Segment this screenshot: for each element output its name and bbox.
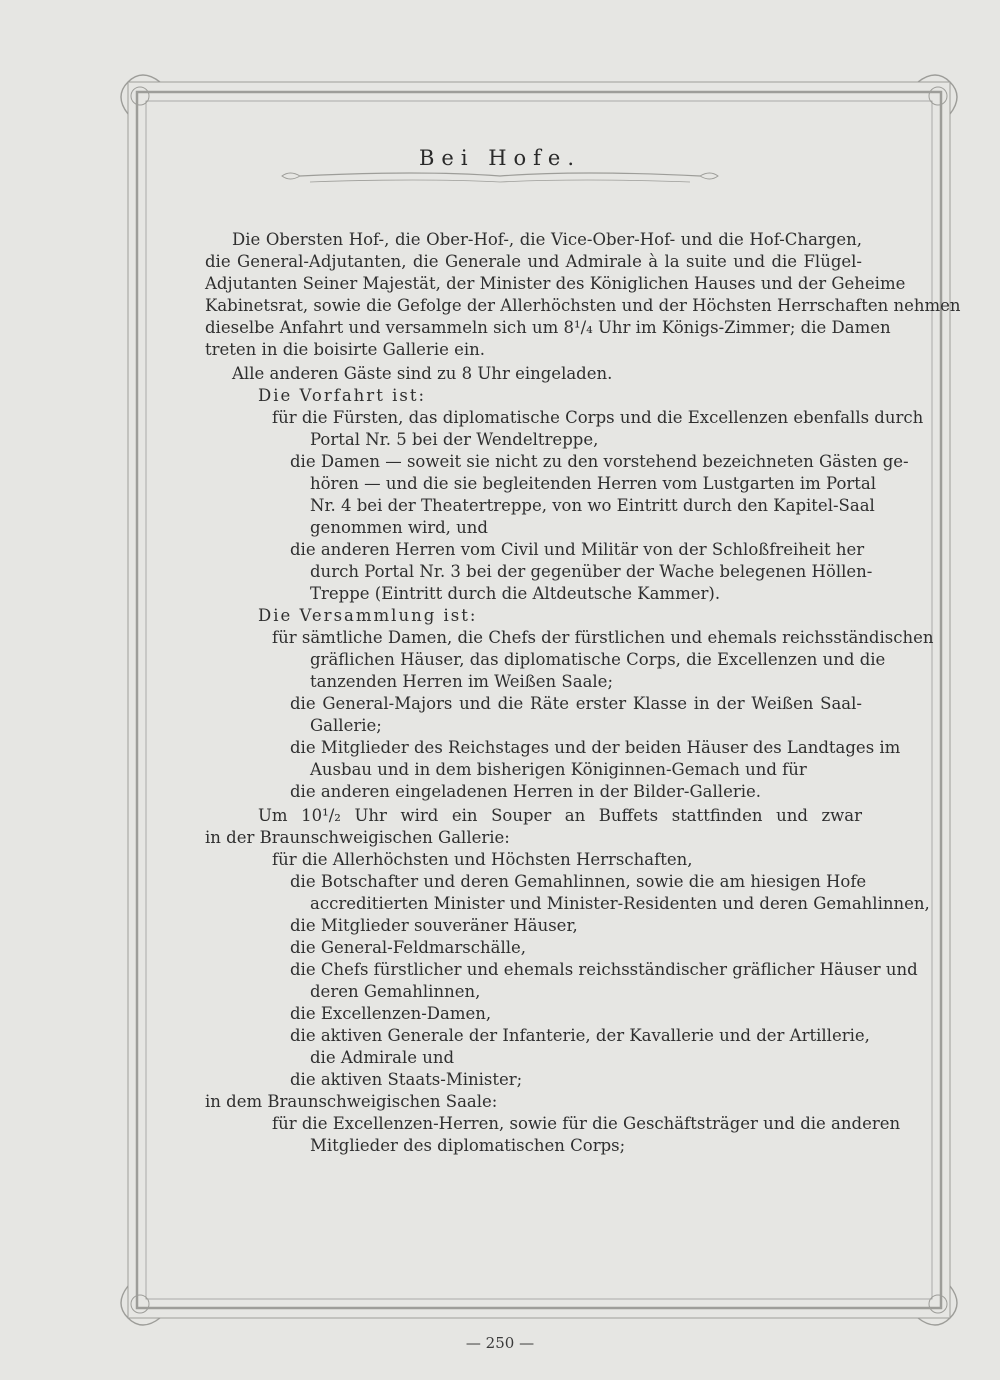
text-line: Mitglieder des diplomatischen Corps;	[310, 1136, 626, 1155]
text-line: für die Allerhöchsten und Höchsten Herrschaften,	[272, 850, 693, 869]
text-line: die Mitglieder des Reichstages und der beiden Häuser des Landtages im	[290, 738, 901, 757]
text-line: accreditierten Minister und Minister-Residenten und deren Gemahlinnen,	[310, 894, 930, 913]
text-line: die General-Majors und die Räte erster Klasse in der Weißen Saal-	[290, 694, 862, 713]
text-line: durch Portal Nr. 3 bei der gegenüber der Wache belegenen Höllen-	[310, 562, 873, 581]
text-line: Nr. 4 bei der Theatertreppe, von wo Eintritt durch den Kapitel-Saal	[310, 496, 875, 515]
text-line: die Mitglieder souveräner Häuser,	[290, 916, 578, 935]
text-line: Die Obersten Hof-, die Ober-Hof-, die Vice-Ober-Hof- und die Hof-Chargen,	[232, 230, 862, 249]
text-line: die anderen Herren vom Civil und Militär von der Schloßfreiheit her	[290, 540, 865, 559]
text-line: die Damen — soweit sie nicht zu den vorstehend bezeichneten Gästen ge-	[290, 452, 909, 471]
text-line: dieselbe Anfahrt und versammeln sich um 8¹/₄ Uhr im Königs-Zimmer; die Damen	[205, 318, 891, 337]
text-line: für sämtliche Damen, die Chefs der fürstlichen und ehemals reichsständischen	[272, 628, 934, 647]
text-line: Gallerie;	[310, 716, 382, 735]
text-line: Ausbau und in dem bisherigen Königinnen-Gemach und für	[310, 760, 807, 779]
section-heading: Die Versammlung ist:	[258, 606, 478, 625]
section-heading: Die Vorfahrt ist:	[258, 386, 427, 405]
text-line: für die Excellenzen-Herren, sowie für die Geschäftsträger und die anderen	[272, 1114, 901, 1133]
text-line: die General-Feldmarschälle,	[290, 938, 527, 957]
text-line: Treppe (Eintritt durch die Altdeutsche Kammer).	[310, 584, 721, 603]
text-line: die Admirale und	[310, 1048, 455, 1067]
text-line: hören — und die sie begleitenden Herren vom Lustgarten im Portal	[310, 474, 877, 493]
text-line: die Botschafter und deren Gemahlinnen, sowie die am hiesigen Hofe	[290, 872, 867, 891]
text-line: die aktiven Staats-Minister;	[290, 1070, 523, 1089]
text-line: genommen wird, und	[310, 518, 488, 537]
text-line: gräflichen Häuser, das diplomatische Corps, die Excellenzen und die	[310, 650, 886, 669]
text-line: die Excellenzen-Damen,	[290, 1004, 492, 1023]
page-number: — 250 —	[465, 1334, 535, 1352]
text-line: tanzenden Herren im Weißen Saale;	[310, 672, 614, 691]
text-line: Portal Nr. 5 bei der Wendeltreppe,	[310, 430, 599, 449]
page-title: Bei Hofe.	[418, 146, 582, 170]
text-line: Um 10¹/₂ Uhr wird ein Souper an Buffets stattfinden und zwar	[258, 806, 862, 825]
text-line: Kabinetsrat, sowie die Gefolge der Allerhöchsten und der Höchsten Herrschaften nehmen	[205, 296, 961, 315]
text-line: die aktiven Generale der Infanterie, der Kavallerie und der Artillerie,	[290, 1026, 870, 1045]
text-line: Adjutanten Seiner Majestät, der Minister des Königlichen Hauses und der Geheime	[205, 274, 906, 293]
text-line: in der Braunschweigischen Gallerie:	[205, 828, 510, 847]
text-line: die anderen eingeladenen Herren in der Bilder-Gallerie.	[290, 782, 762, 801]
text-line: die Chefs fürstlicher und ehemals reichsständischer gräflicher Häuser und	[290, 960, 918, 979]
text-line: in dem Braunschweigischen Saale:	[205, 1092, 498, 1111]
text-line: deren Gemahlinnen,	[310, 982, 481, 1001]
text-line: die General-Adjutanten, die Generale und Admirale à la suite und die Flügel-	[205, 252, 862, 271]
text-line: treten in die boisirte Gallerie ein.	[205, 340, 486, 359]
text-line: Alle anderen Gäste sind zu 8 Uhr eingeladen.	[232, 364, 613, 383]
text-line: für die Fürsten, das diplomatische Corps und die Excellenzen ebenfalls durch	[272, 408, 924, 427]
